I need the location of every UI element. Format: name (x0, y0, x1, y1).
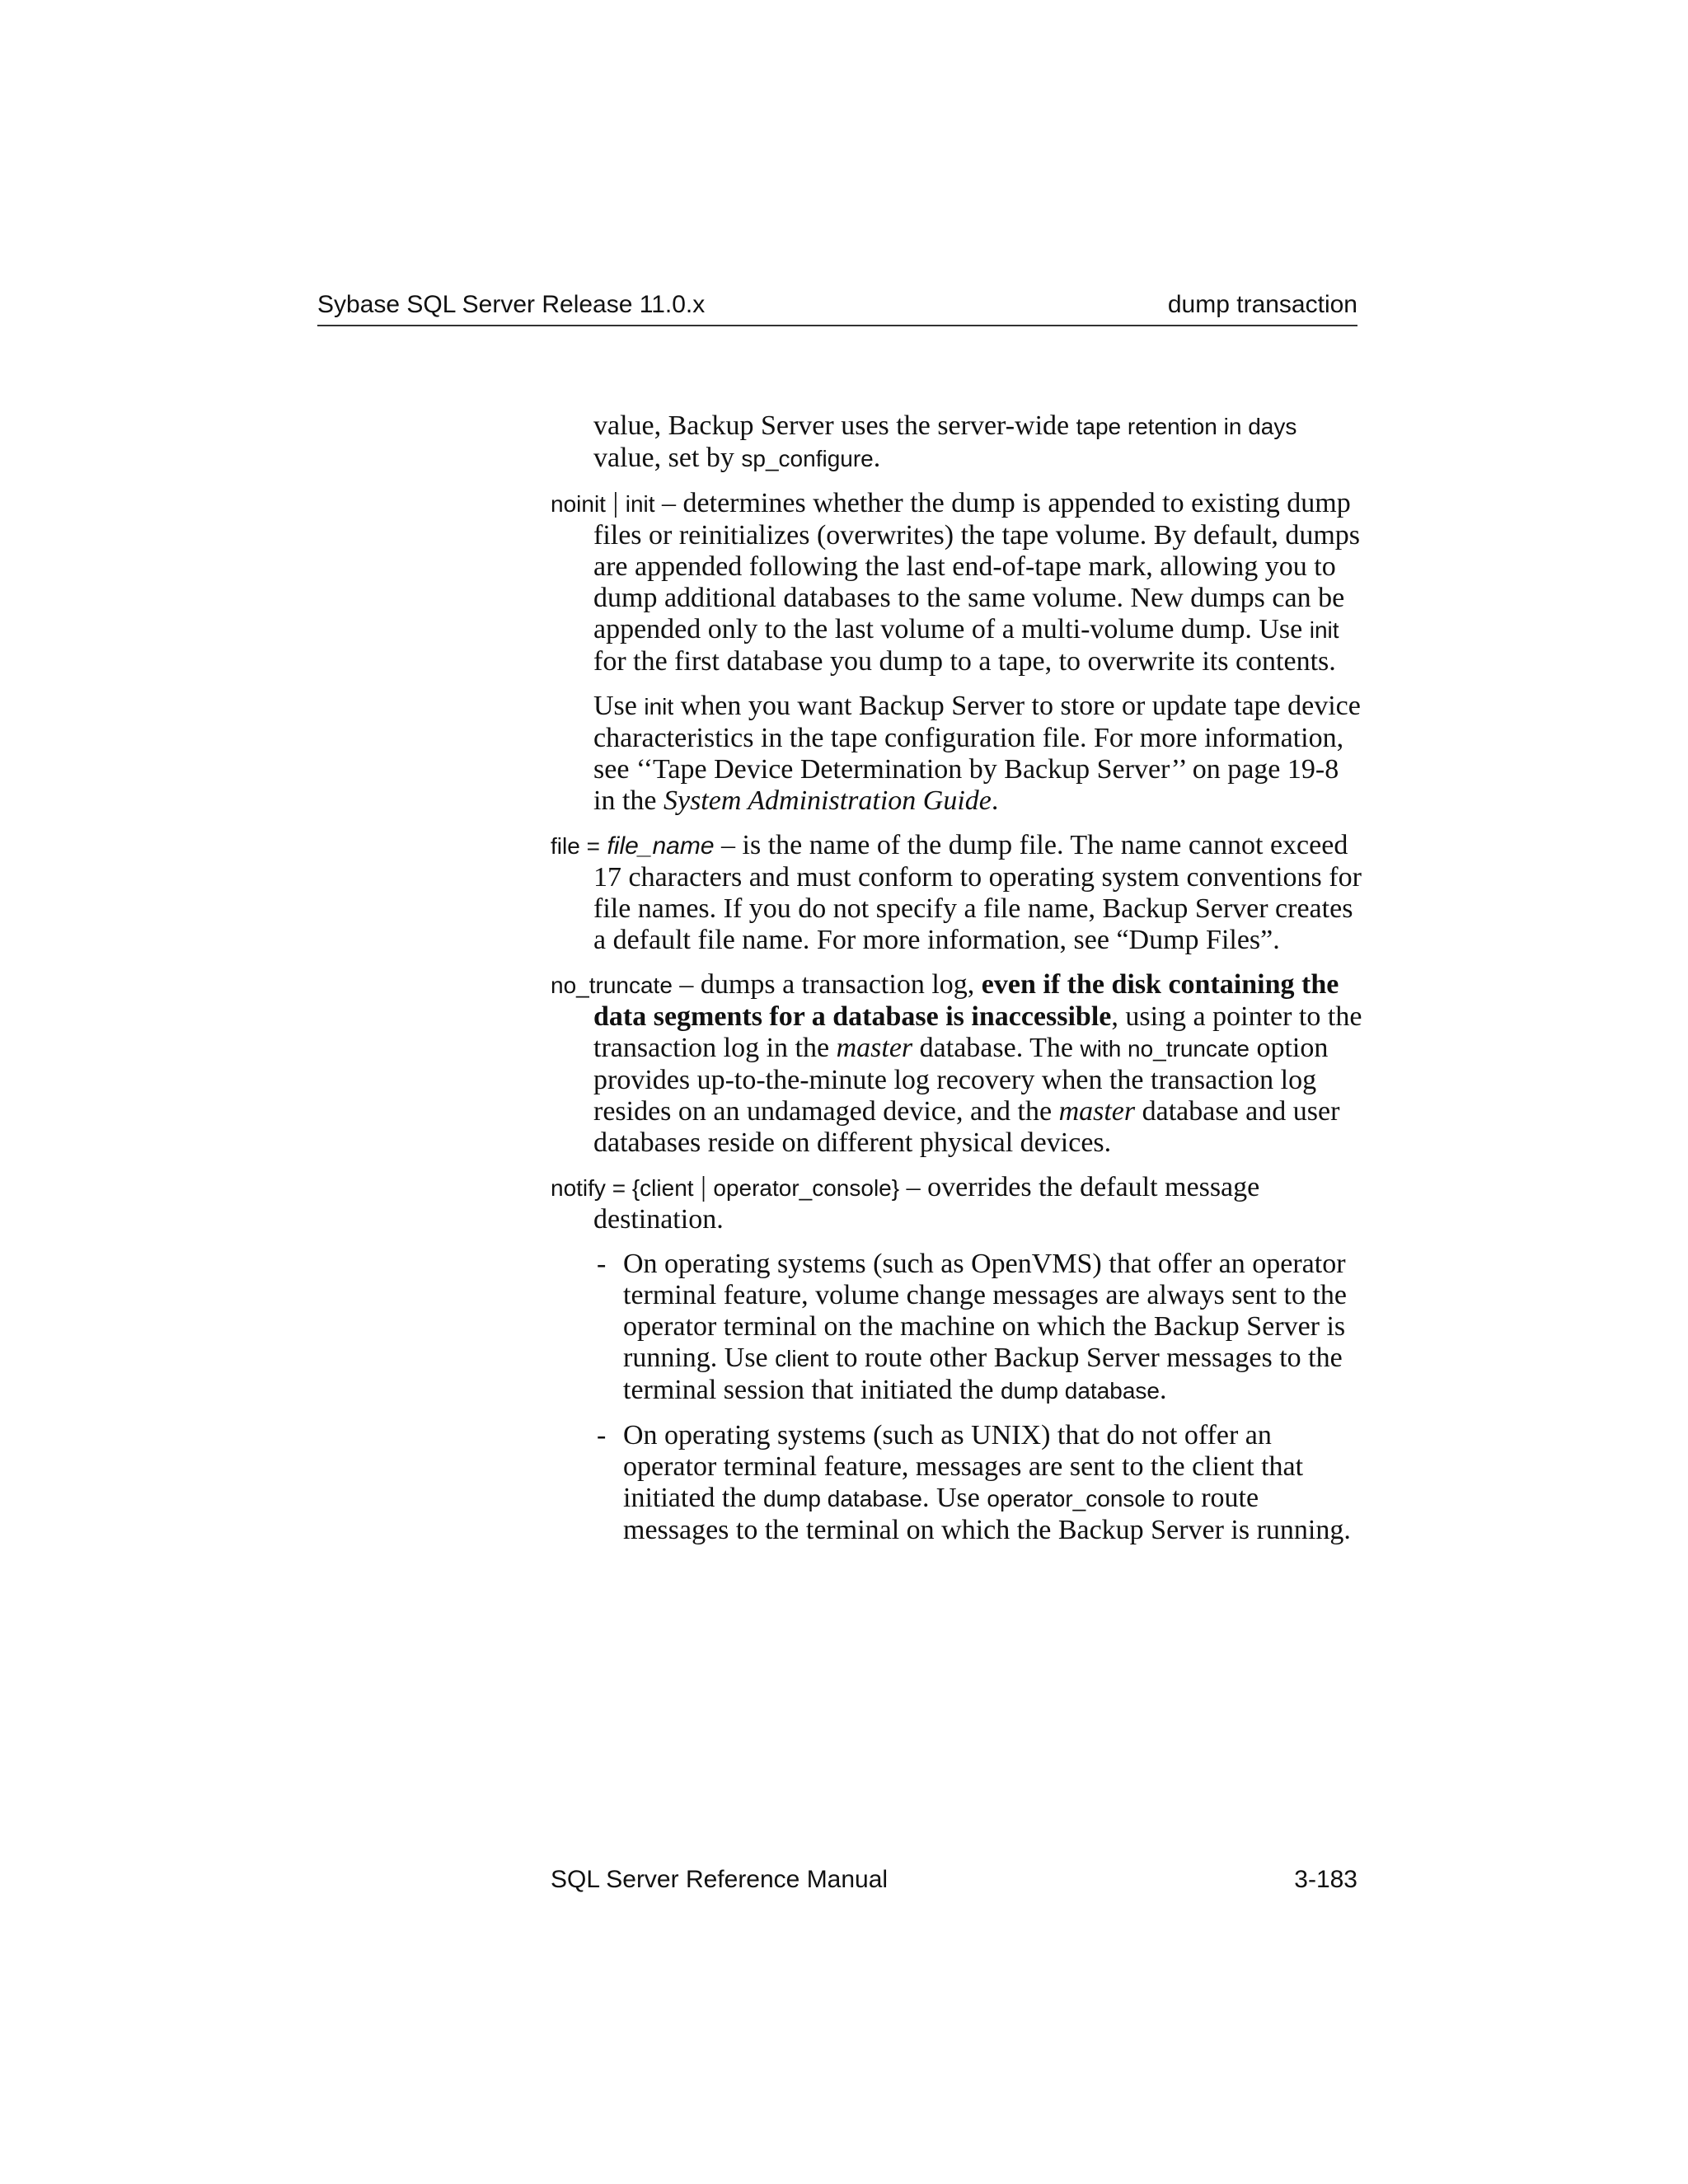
text: database. The (912, 1033, 1081, 1063)
text: to route other Backup Server messages to the terminal session that initiated the (623, 1343, 1343, 1405)
keyword: notify = {client (551, 1175, 694, 1201)
list-item-text (623, 1249, 1367, 1407)
keyword: file = (551, 833, 600, 859)
separator: | (693, 1172, 714, 1202)
list-item (593, 1249, 1367, 1407)
keyword: client (775, 1346, 829, 1371)
header-left: Sybase SQL Server Release 11.0.x (317, 291, 706, 318)
paragraph-retention (593, 410, 1367, 475)
book-title: System Administration Guide (663, 785, 992, 816)
list-item-text (623, 1420, 1367, 1546)
list-item (593, 1420, 1367, 1546)
keyword: sp_configure (741, 446, 874, 471)
database-name: master (836, 1033, 913, 1063)
text: , using a pointer to the transaction log in the (593, 1001, 1362, 1063)
text: value, Backup Server uses the server-wide (593, 410, 1076, 441)
text: – determines whether the dump is appended to existing dump files or reinitializes (overwrites) the tape volume. By default, dumps are appended following the last end-of-tape mark, allowing you to dump additional databases to the same volume. New dumps can be appended only to the last volume of a multi-volume dump. Use (593, 488, 1361, 644)
text: option provides up-to-the-minute log recovery when the transaction log resides on an undamaged device, and the (593, 1033, 1329, 1127)
text: – is the name of the dump file. The name cannot exceed 17 characters and must conform to operating system conventions for file names. If you do not specify a file name, Backup Server creates a default file name. For more information, see “Dump Files”. (593, 830, 1362, 955)
option-noinit-init (551, 488, 1367, 677)
keyword: with no_truncate (1080, 1036, 1250, 1062)
text: On operating systems (such as UNIX) that do not offer an operator terminal feature, messages are sent to the client that initiated the (623, 1420, 1304, 1513)
running-footer (551, 1866, 1357, 1899)
body-text (551, 410, 1367, 1559)
keyword: operator_console} (713, 1175, 900, 1201)
text: – overrides the default message destination. (593, 1172, 1260, 1235)
separator: | (605, 488, 626, 518)
text: – dumps a transaction log, (672, 969, 982, 1000)
keyword: init (625, 491, 655, 517)
emphasis: even if the disk containing the data segments for a database is inaccessible (593, 969, 1339, 1032)
text: to route messages to the terminal on which the Backup Server is running. (623, 1483, 1351, 1545)
running-header (317, 290, 1357, 326)
page-number: 3-183 (1294, 1866, 1357, 1893)
keyword: dump database (1000, 1378, 1160, 1404)
option-notify (551, 1172, 1367, 1235)
text: . (991, 785, 999, 816)
database-name: master (1058, 1096, 1136, 1127)
text: Use (593, 691, 645, 721)
keyword: init (1309, 617, 1339, 643)
text: On operating systems (such as OpenVMS) that offer an operator terminal feature, volume change messages are always sent to the operator terminal on the machine on which the Backup Server is running. Use (623, 1249, 1347, 1373)
footer-left: SQL Server Reference Manual (551, 1866, 889, 1893)
keyword: noinit (551, 491, 606, 517)
text: . (1160, 1375, 1167, 1405)
option-no-truncate (551, 969, 1367, 1159)
paragraph-init-usage (593, 691, 1367, 817)
header-right: dump transaction (1167, 291, 1357, 318)
bullet-dash: - (597, 1249, 607, 1279)
keyword: tape retention in days (1076, 414, 1297, 439)
text: when you want Backup Server to store or update tape device characteristics in the tape configuration file. For more information, see ‘‘Tape Device Determination by Backup Server’’ on page 19-8 in the (593, 691, 1361, 816)
keyword: dump database (762, 1486, 922, 1511)
text: database and user databases reside on different physical devices. (593, 1096, 1340, 1158)
text: for the first database you dump to a tape, to overwrite its contents. (593, 646, 1336, 677)
parameter: file_name (607, 832, 715, 860)
keyword: operator_console (987, 1486, 1165, 1511)
option-file (551, 830, 1367, 956)
keyword: init (644, 694, 674, 719)
bullet-dash: - (597, 1420, 607, 1451)
keyword: no_truncate (551, 972, 673, 998)
text: . Use (922, 1483, 987, 1513)
text: value, set by (593, 443, 742, 473)
text: . (873, 443, 881, 473)
